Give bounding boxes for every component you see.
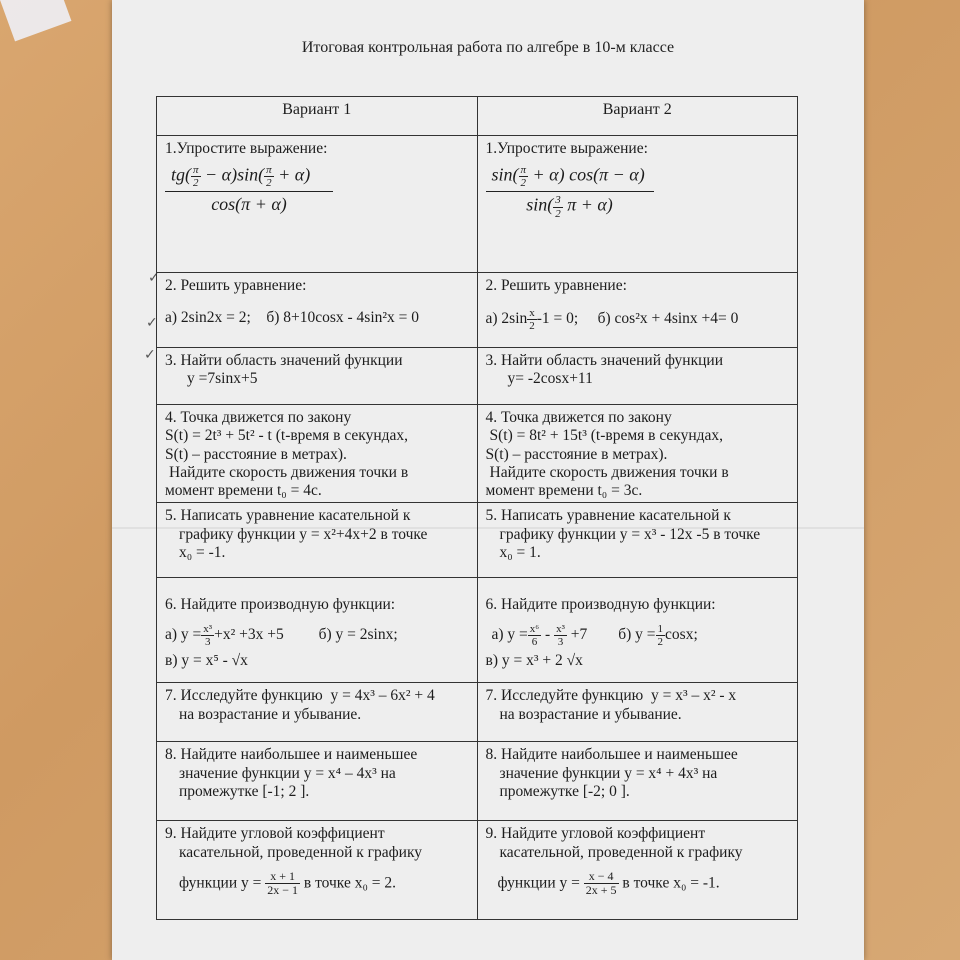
v2-task-2 <box>477 273 798 348</box>
fraction-bar <box>165 191 333 192</box>
denominator: 2 <box>193 177 199 190</box>
numerator: 3 <box>555 194 561 207</box>
time-moment: момент времени t₀ = 3с. <box>485 482 643 500</box>
operator: - <box>541 625 555 643</box>
v1-task-3 <box>157 348 478 405</box>
variant-1-header: Вариант 1 <box>157 97 478 136</box>
fraction <box>554 623 567 648</box>
expr-part: sin( <box>491 165 519 185</box>
function: y = x³ – x² - x <box>650 687 737 705</box>
task-body: графику функции y = x³ - 12x -5 в точке <box>499 525 761 543</box>
fraction <box>264 164 274 189</box>
task-body: касательной, проведенной к графику <box>179 843 423 861</box>
task-heading: 6. Найдите производную функции: <box>165 596 396 614</box>
numerator: 1 <box>657 622 664 635</box>
v1-task-1 <box>157 136 478 273</box>
time-moment: момент времени t₀ = 4с. <box>165 482 322 500</box>
task-heading: 7. Исследуйте функцию <box>485 687 644 705</box>
numerator: x <box>529 307 535 320</box>
denominator: cos(π + α) <box>211 194 287 215</box>
fraction <box>265 870 300 897</box>
v2-task-7 <box>477 683 798 742</box>
derivative-b: б) y = 2sinx; <box>318 625 398 643</box>
task-heading: 8. Найдите наибольшее и наименьшее <box>165 746 418 764</box>
task-heading: 2. Решить уравнение: <box>485 277 627 294</box>
derivative-a-rest: +7 <box>566 625 588 643</box>
task-body: значение функции y = x⁴ – 4x³ на <box>179 764 396 782</box>
v2-task-1 <box>477 136 798 273</box>
denominator: 2 <box>520 177 526 190</box>
numerator: π <box>266 164 272 177</box>
v1-task-9 <box>157 821 478 920</box>
exam-sheet <box>112 0 864 960</box>
task-heading: 4. Точка движется по закону <box>165 409 352 426</box>
denominator: 3 <box>204 635 211 648</box>
v2-task-9 <box>477 821 798 920</box>
derivative-c: в) y = x³ + 2 √x <box>485 651 583 669</box>
task-heading: 1.Упростите выражение: <box>485 140 648 157</box>
pencil-check-mark: ✓ <box>146 315 158 331</box>
task-body: на возрастание и убывание. <box>499 705 682 723</box>
point-x0: x₀ = -1. <box>179 543 226 561</box>
task-heading: 4. Точка движется по закону <box>485 409 672 426</box>
motion-law: S(t) = 2t³ + 5t² - t (t-время в секундах, <box>165 427 409 445</box>
expr-part: tg( <box>171 165 191 185</box>
denominator: 2x + 5 <box>585 883 617 898</box>
expression <box>165 164 333 215</box>
expression <box>486 164 654 219</box>
derivative-c: в) y = x⁵ - √x <box>165 651 248 669</box>
function: y = 4x³ – 6x² + 4 <box>330 687 435 705</box>
expr-part: − α)sin( <box>200 165 265 185</box>
denominator: 2 <box>266 177 272 190</box>
task-heading: 5. Написать уравнение касательной к <box>165 507 411 525</box>
v1-task-8 <box>157 742 478 821</box>
variant-2-header: Вариант 2 <box>477 97 798 136</box>
task-heading: 2. Решить уравнение: <box>165 277 307 294</box>
task-table <box>156 96 798 920</box>
denominator: 2 <box>529 320 535 333</box>
paper-scrap <box>0 0 71 41</box>
numerator: x³ <box>203 622 213 635</box>
v2-task-4 <box>477 405 798 503</box>
equation-a: а) 2sin2x = 2; <box>165 309 251 327</box>
v2-task-3 <box>477 348 798 405</box>
fraction <box>584 870 619 897</box>
task-question: Найдите скорость движения точки в <box>489 463 729 481</box>
numerator: π <box>520 164 527 177</box>
equation-b: б) 8+10cosx - 4sin²x = 0 <box>266 309 420 327</box>
denominator: 2 <box>555 207 561 220</box>
task-heading: 6. Найдите производную функции: <box>485 596 716 614</box>
derivative-a: а) y = <box>165 625 202 643</box>
derivative-b: б) y = <box>618 625 656 643</box>
fraction <box>191 164 201 189</box>
numerator: x⁶ <box>529 622 540 635</box>
task-heading: 9. Найдите угловой коэффициент <box>165 825 385 843</box>
numerator: x + 1 <box>265 870 300 884</box>
v1-task-5 <box>157 503 478 578</box>
function-label: функции y = <box>179 874 262 892</box>
task-heading: 3. Найти область значений функции <box>485 352 724 369</box>
derivative-a: а) y = <box>491 625 528 643</box>
law-note: S(t) – расстояние в метрах). <box>165 445 347 463</box>
pencil-check-mark: ✓ <box>144 347 156 363</box>
fraction <box>519 164 529 189</box>
motion-law: S(t) = 8t² + 15t³ (t-время в секундах, <box>489 427 724 445</box>
task-heading: 7. Исследуйте функцию <box>165 687 323 705</box>
derivative-a-rest: +x² +3x +5 <box>214 625 284 643</box>
equation-a-rest: -1 = 0; <box>536 310 579 328</box>
denominator: 2 <box>657 635 664 648</box>
v2-task-8 <box>477 742 798 821</box>
v2-task-5 <box>477 503 798 578</box>
point-x0: в точке x₀ = -1. <box>622 874 720 892</box>
denominator: 2x − 1 <box>267 883 299 898</box>
interval: промежутке [-2; 0 ]. <box>499 782 630 800</box>
numerator: π <box>193 164 199 177</box>
function: y =7sinx+5 <box>187 370 258 388</box>
expr-part: sin( <box>526 195 554 216</box>
task-body: графику функции y = x²+4x+2 в точке <box>179 525 428 543</box>
pencil-check-mark: ✓ <box>148 270 160 286</box>
fraction-bar <box>486 191 654 192</box>
v1-task-6 <box>157 578 478 683</box>
v1-task-4 <box>157 405 478 503</box>
numerator: x³ <box>556 622 565 635</box>
equation-a: а) 2sin <box>485 310 528 328</box>
task-heading: 5. Написать уравнение касательной к <box>485 507 731 525</box>
task-heading: 8. Найдите наибольшее и наименьшее <box>485 746 738 764</box>
fraction <box>553 194 563 219</box>
task-question: Найдите скорость движения точки в <box>169 463 409 481</box>
denominator: 3 <box>557 635 564 648</box>
page-title: Итоговая контрольная работа по алгебре в 10-м классе <box>301 39 675 56</box>
numerator: x − 4 <box>584 870 619 884</box>
v1-task-2 <box>157 273 478 348</box>
function-label: функции y = <box>497 874 580 892</box>
task-heading: 3. Найти область значений функции <box>165 352 403 369</box>
fraction <box>201 623 214 648</box>
v1-task-7 <box>157 683 478 742</box>
fraction <box>656 623 666 648</box>
law-note: S(t) – расстояние в метрах). <box>485 445 668 463</box>
task-body: касательной, проведенной к графику <box>499 843 743 861</box>
v2-task-6 <box>477 578 798 683</box>
denominator: 6 <box>531 635 538 648</box>
fraction <box>528 623 541 648</box>
task-body: значение функции y = x⁴ + 4x³ на <box>499 764 718 782</box>
task-heading: 9. Найдите угловой коэффициент <box>485 825 706 843</box>
expr-part: + α) cos(π − α) <box>528 165 645 185</box>
function: y= -2cosx+11 <box>507 370 593 388</box>
task-body: на возрастание и убывание. <box>179 705 362 723</box>
point-x0: x₀ = 1. <box>499 543 541 561</box>
task-heading: 1.Упростите выражение: <box>165 140 328 157</box>
interval: промежутке [-1; 2 ]. <box>179 782 310 800</box>
equation-b: б) cos²x + 4sinx +4= 0 <box>597 310 739 328</box>
fraction <box>527 307 537 332</box>
point-x0: в точке x₀ = 2. <box>303 874 396 892</box>
derivative-b-rest: cosx; <box>665 625 698 643</box>
expr-part: π + α) <box>562 195 613 216</box>
expr-part: + α) <box>273 165 311 185</box>
